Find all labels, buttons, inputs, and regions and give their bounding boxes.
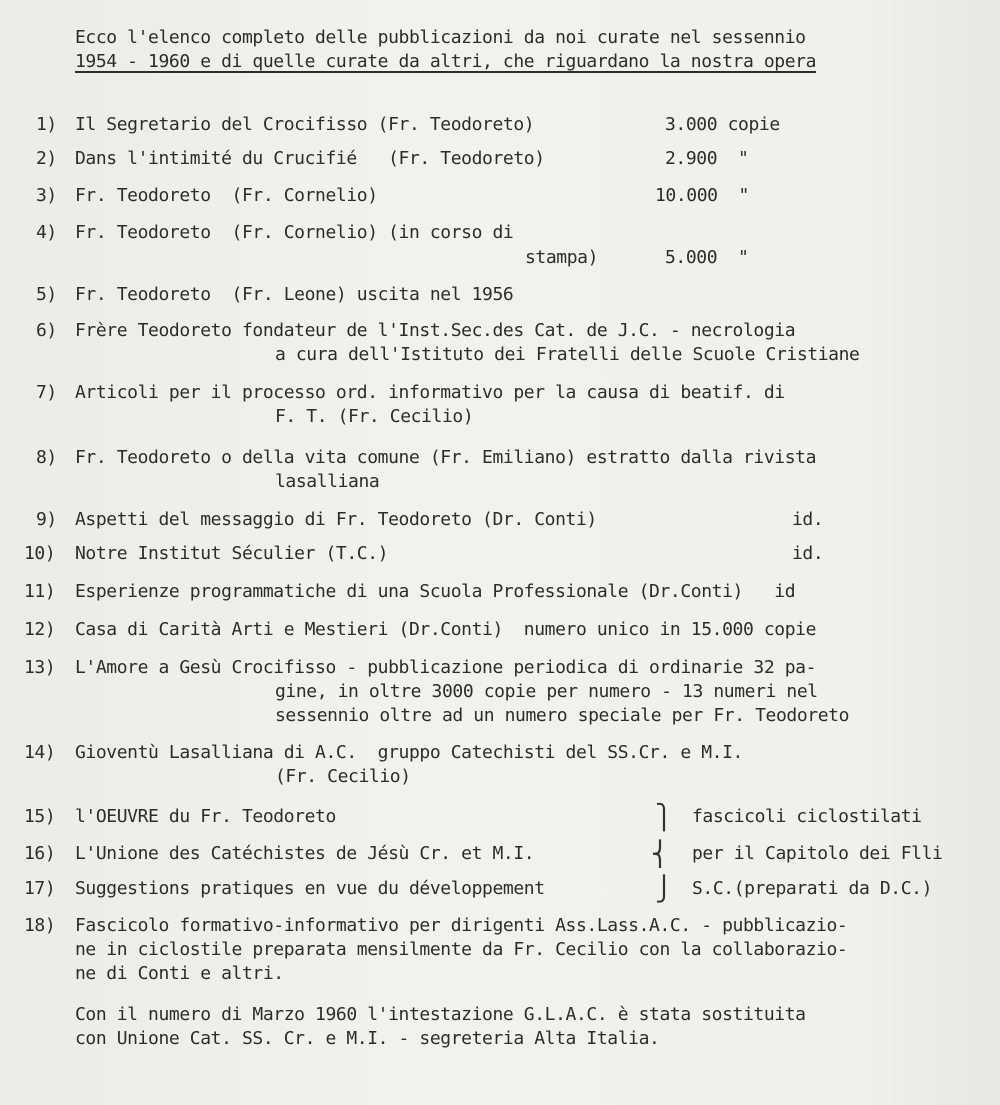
item-text-cont: ne di Conti e altri.	[75, 963, 284, 984]
item-text-cont: (Fr. Cecilio)	[275, 766, 411, 787]
item-text: L'Amore a Gesù Crocifisso - pubblicazione periodica di ordinarie 32 pa-	[75, 657, 817, 678]
brace-bottom: ⎭	[655, 875, 673, 903]
item-text: Notre Institut Séculier (T.C.)	[75, 543, 389, 564]
item-text: Il Segretario del Crocifisso (Fr. Teodoreto)	[75, 114, 535, 135]
item-number: 6)	[36, 320, 57, 341]
item-text: Esperienze programmatiche di una Scuola Professionale (Dr.Conti) id	[75, 581, 796, 602]
item-text: L'Unione des Catéchistes de Jésù Cr. et M.I.	[75, 843, 535, 864]
item-number: 13)	[24, 657, 56, 678]
item-number: 15)	[24, 806, 56, 827]
footer-line-2: con Unione Cat. SS. Cr. e M.I. - segreteria Alta Italia.	[75, 1028, 660, 1049]
item-text: Frère Teodoreto fondateur de l'Inst.Sec.des Cat. de J.C. - necrologia	[75, 320, 796, 341]
item-number: 12)	[24, 619, 56, 640]
item-number: 17)	[24, 878, 56, 899]
item-number: 14)	[24, 742, 56, 763]
item-number: 4)	[36, 222, 57, 243]
item-number: 10)	[24, 543, 56, 564]
item-number: 2)	[36, 148, 57, 169]
item-text-cont: gine, in oltre 3000 copie per numero - 13 numeri nel	[275, 681, 818, 702]
item-number: 5)	[36, 284, 57, 305]
item-text: Casa di Carità Arti e Mestieri (Dr.Conti) numero unico in 15.000 copie	[75, 619, 817, 640]
item-text-cont: a cura dell'Istituto dei Fratelli delle Scuole Cristiane	[275, 344, 860, 365]
header-line-2: 1954 - 1960 e di quelle curate da altri, che riguardano la nostra opera	[75, 51, 817, 72]
item-number: 9)	[36, 509, 57, 530]
item-number: 18)	[24, 915, 56, 936]
item-number: 3)	[36, 185, 57, 206]
item-quantity: 5.000 "	[665, 247, 749, 268]
item-text: Fr. Teodoreto o della vita comune (Fr. Emiliano) estratto dalla rivista	[75, 447, 817, 468]
item-number: 1)	[36, 114, 57, 135]
item-note: S.C.(preparati da D.C.)	[692, 878, 933, 899]
item-note: fascicoli ciclostilati	[692, 806, 922, 827]
item-text-cont: sessennio oltre ad un numero speciale per Fr. Teodoreto	[275, 705, 850, 726]
item-number: 11)	[24, 581, 56, 602]
item-text: Dans l'intimité du Crucifié (Fr. Teodoreto)	[75, 148, 545, 169]
item-text: l'OEUVRE du Fr. Teodoreto	[75, 806, 336, 827]
item-text: Fascicolo formativo-informativo per dirigenti Ass.Lass.A.C. - pubblicazio-	[75, 915, 848, 936]
item-text: Fr. Teodoreto (Fr. Cornelio) (in corso di	[75, 222, 514, 243]
item-text-cont: ne in ciclostile preparata mensilmente da Fr. Cecilio con la collaborazio-	[75, 939, 848, 960]
item-quantity: 10.000 "	[655, 185, 749, 206]
item-text: Suggestions pratiques en vue du développement	[75, 878, 545, 899]
item-text-cont: stampa)	[525, 247, 599, 268]
item-text: Gioventù Lasalliana di A.C. gruppo Catechisti del SS.Cr. e M.I.	[75, 742, 743, 763]
item-text-cont: lasalliana	[275, 471, 380, 492]
item-text: Fr. Teodoreto (Fr. Cornelio)	[75, 185, 378, 206]
item-number: 16)	[24, 843, 56, 864]
item-text: Aspetti del messaggio di Fr. Teodoreto (Dr. Conti)	[75, 509, 597, 530]
item-number: 8)	[36, 447, 57, 468]
brace-middle: ⎨	[651, 840, 669, 868]
item-id-mark: id.	[792, 543, 824, 564]
footer-line-1: Con il numero di Marzo 1960 l'intestazione G.L.A.C. è stata sostituita	[75, 1004, 806, 1025]
item-text-cont: F. T. (Fr. Cecilio)	[275, 406, 474, 427]
item-quantity: 3.000 copie	[665, 114, 780, 135]
item-text: Articoli per il processo ord. informativo per la causa di beatif. di	[75, 382, 785, 403]
item-note: per il Capitolo dei Flli	[692, 843, 943, 864]
header-line-1: Ecco l'elenco completo delle pubblicazioni da noi curate nel sessennio	[75, 27, 806, 48]
brace-top: ⎫	[655, 803, 673, 831]
item-id-mark: id.	[792, 509, 824, 530]
item-quantity: 2.900 "	[665, 148, 749, 169]
item-text: Fr. Teodoreto (Fr. Leone) uscita nel 1956	[75, 284, 514, 305]
item-number: 7)	[36, 382, 57, 403]
